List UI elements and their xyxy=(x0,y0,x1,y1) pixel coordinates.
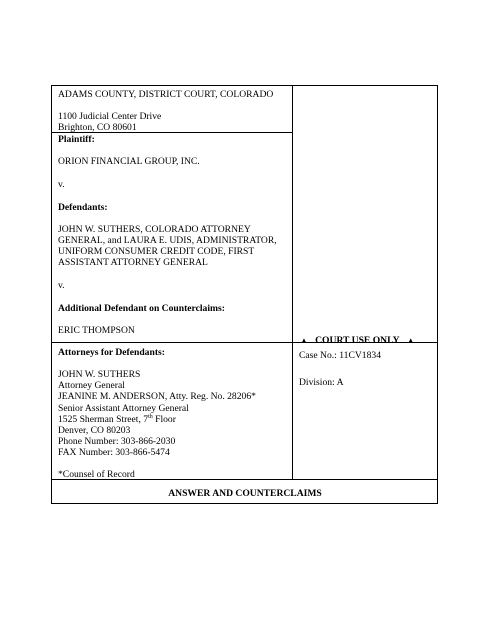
court-use-only-text: COURT USE ONLY xyxy=(315,335,400,346)
additional-defendant-name: ERIC THOMPSON xyxy=(58,325,135,336)
up-arrow-icon: ▲ xyxy=(406,336,415,345)
office-city: Denver, CO 80203 xyxy=(58,425,131,436)
attorney-general-title: Attorney General xyxy=(58,380,125,391)
fax-number: FAX Number: 303-866-5474 xyxy=(58,447,170,458)
court-use-only-label xyxy=(300,335,415,346)
document-title: ANSWER AND COUNTERCLAIMS xyxy=(168,488,322,499)
caption-table xyxy=(51,85,438,504)
attorneys-heading: Attorneys for Defendants: xyxy=(58,347,165,358)
defendants-heading: Defendants: xyxy=(58,202,108,213)
column-divider xyxy=(292,86,293,479)
court-address-line1: 1100 Judicial Center Drive xyxy=(58,111,162,122)
defendants-line: JOHN W. SUTHERS, COLORADO ATTORNEY xyxy=(58,224,251,235)
court-address-line2: Brighton, CO 80601 xyxy=(58,122,137,133)
court-name: ADAMS COUNTY, DISTRICT COURT, COLORADO xyxy=(58,89,274,100)
defendants-line: GENERAL, and LAURA E. UDIS, ADMINISTRATOR, xyxy=(58,235,277,246)
attorney-general-name: JOHN W. SUTHERS xyxy=(58,369,141,380)
up-arrow-icon: ▲ xyxy=(300,336,308,345)
defendants-line: UNIFORM CONSUMER CREDIT CODE, FIRST xyxy=(58,246,255,257)
counsel-name: JEANINE M. ANDERSON, Atty. Reg. No. 28206* xyxy=(58,391,256,402)
additional-defendant-heading: Additional Defendant on Counterclaims: xyxy=(58,303,225,314)
case-number: Case No.: 11CV1834 xyxy=(299,350,381,361)
counsel-title: Senior Assistant Attorney General xyxy=(58,403,189,414)
counsel-of-record-note: *Counsel of Record xyxy=(58,469,135,480)
plaintiff-heading: Plaintiff: xyxy=(58,134,95,145)
office-street: 1525 Sherman Street, 7th Floor xyxy=(58,413,176,425)
division: Division: A xyxy=(299,377,344,388)
phone-number: Phone Number: 303-866-2030 xyxy=(58,436,176,447)
versus-2: v. xyxy=(58,280,65,291)
versus-1: v. xyxy=(58,179,65,190)
defendants-line: ASSISTANT ATTORNEY GENERAL xyxy=(58,257,208,268)
plaintiff-name: ORION FINANCIAL GROUP, INC. xyxy=(58,156,200,167)
